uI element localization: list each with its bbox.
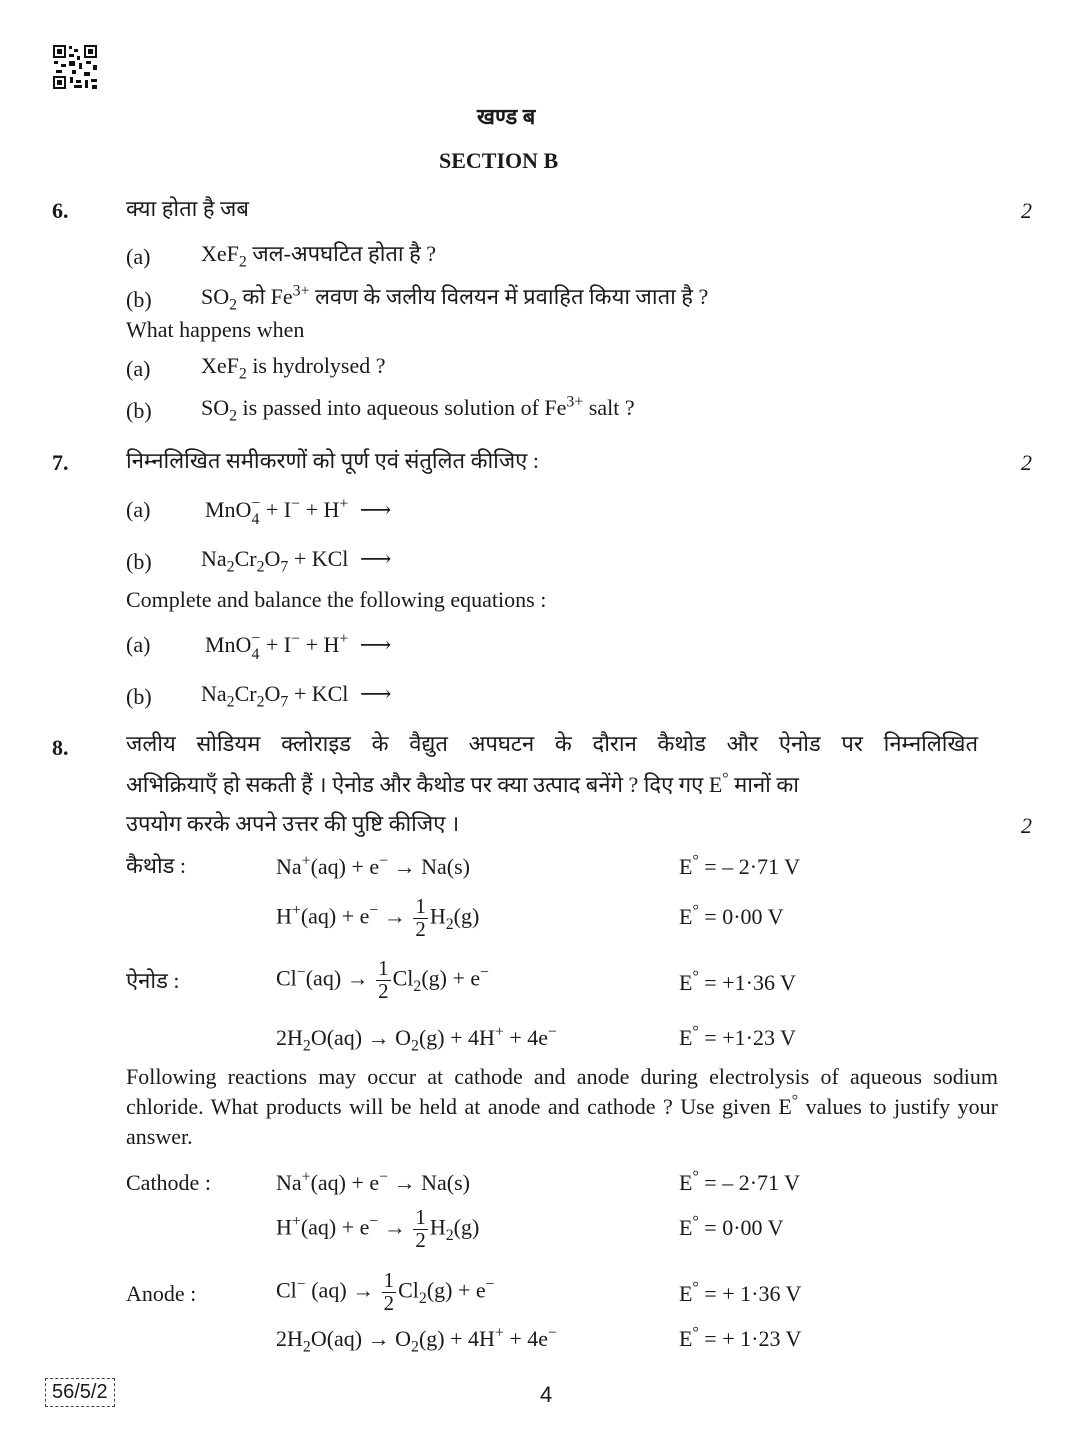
page-number: 4 (540, 1382, 553, 1407)
electrode-potential: E° = + 1·36 V (679, 1279, 802, 1306)
anode-label-english: Anode : (126, 1281, 197, 1306)
option-label: (a) (126, 632, 151, 657)
question-intro-english: What happens when (126, 317, 305, 342)
electrode-potential: E° = + 1·23 V (679, 1324, 802, 1351)
question-intro-hindi: निम्नलिखित समीकरणों को पूर्ण एवं संतुलित कीजिए : (126, 448, 539, 473)
cathode-label-hindi: कैथोड : (126, 853, 187, 878)
option-label: (b) (126, 398, 152, 423)
question-number: 7. (52, 450, 69, 475)
equation: MnO − 4 + I− + H+ ⟶ (205, 495, 392, 528)
electrode-potential: E° = +1·23 V (679, 1023, 796, 1050)
option-label: (a) (126, 497, 151, 522)
question-text-hindi: अभिक्रियाएँ हो सकती हैं । ऐनोड और कैथोड पर क्या उत्पाद बनेंगे ? दिए गए E° मानों का (126, 770, 799, 797)
paper-code: 56/5/2 (45, 1378, 115, 1407)
question-intro-hindi: क्या होता है जब (126, 196, 249, 221)
question-text-hindi: उपयोग करके अपने उत्तर की पुष्टि कीजिए । (126, 811, 460, 836)
option-label: (b) (126, 684, 152, 709)
reaction: Cl−(aq) → $\frac{1}{2}$ $Cl_2(g) + e^-$ (276, 956, 490, 1003)
reaction: Na+(aq) + e− → Na(s) (276, 1168, 470, 1195)
question-number: 8. (52, 735, 69, 760)
equation: $Na_2Cr_2O_7$ + KCl ⟶ (201, 546, 392, 576)
reaction: Na+(aq) + e− → Na(s) (276, 852, 470, 879)
option-label: (b) (126, 549, 152, 574)
option-text: XeF$_2$ is hydrolysed ? (201, 353, 386, 383)
electrode-potential: E° = +1·36 V (679, 968, 796, 995)
electrode-potential: E° = – 2·71 V (679, 1168, 801, 1195)
qr-code-icon (52, 44, 98, 90)
option-text: $SO_2$ को $Fe^{3+}$ लवण के जलीय विलयन में प्रवाहित किया जाता है ? (201, 282, 709, 314)
reaction: Cl− (aq) → $\frac{1}{2}$ $Cl_2(g) + e^-$ (276, 1268, 495, 1315)
equation: $Na_2Cr_2O_7$ + KCl ⟶ (201, 681, 392, 711)
reaction: H+(aq) + e− → $\frac{1}{2}$ $H_2(g)$ (276, 894, 480, 941)
anode-label-hindi: ऐनोड : (126, 968, 180, 993)
electrode-potential: E° = – 2·71 V (679, 852, 801, 879)
question-marks: 2 (1021, 198, 1032, 223)
reaction: H+(aq) + e− → $\frac{1}{2}$ $H_2(g)$ (276, 1205, 480, 1252)
reaction: $2H_2O(aq) \to O_2(g) + 4H^+ + 4e^-$ (276, 1324, 557, 1356)
question-marks: 2 (1021, 813, 1032, 838)
cathode-label-english: Cathode : (126, 1170, 211, 1195)
option-text: $SO_2$ is passed into aqueous solution of $Fe^{3+}$ salt ? (201, 393, 635, 425)
question-number: 6. (52, 198, 69, 223)
equation: MnO − 4 + I− + H+ ⟶ (205, 630, 392, 663)
question-intro-english: Complete and balance the following equations : (126, 587, 547, 612)
question-text-hindi: जलीय सोडियम क्लोराइड के वैद्युत अपघटन के दौरान कैथोड और ऐनोड पर निम्नलिखित (126, 731, 978, 756)
option-label: (b) (126, 287, 152, 312)
section-title-hindi: खण्ड ब (477, 104, 536, 129)
electrode-potential: E° = 0·00 V (679, 1213, 784, 1240)
reaction: $2H_2O(aq) \to O_2(g) + 4H^+ + 4e^-$ (276, 1023, 557, 1055)
section-title-english: SECTION B (439, 148, 559, 173)
question-text-english: Following reactions may occur at cathode and anode during electrolysis of aqueous sodium chloride. What products will be held at anode and cathode ? Use given E° values to justify your answer. (126, 1064, 998, 1149)
option-text: XeF$_2$ जल-अपघटित होता है ? (201, 241, 437, 271)
electrode-potential: E° = 0·00 V (679, 902, 784, 929)
question-marks: 2 (1021, 450, 1032, 475)
option-label: (a) (126, 244, 151, 269)
option-label: (a) (126, 356, 151, 381)
